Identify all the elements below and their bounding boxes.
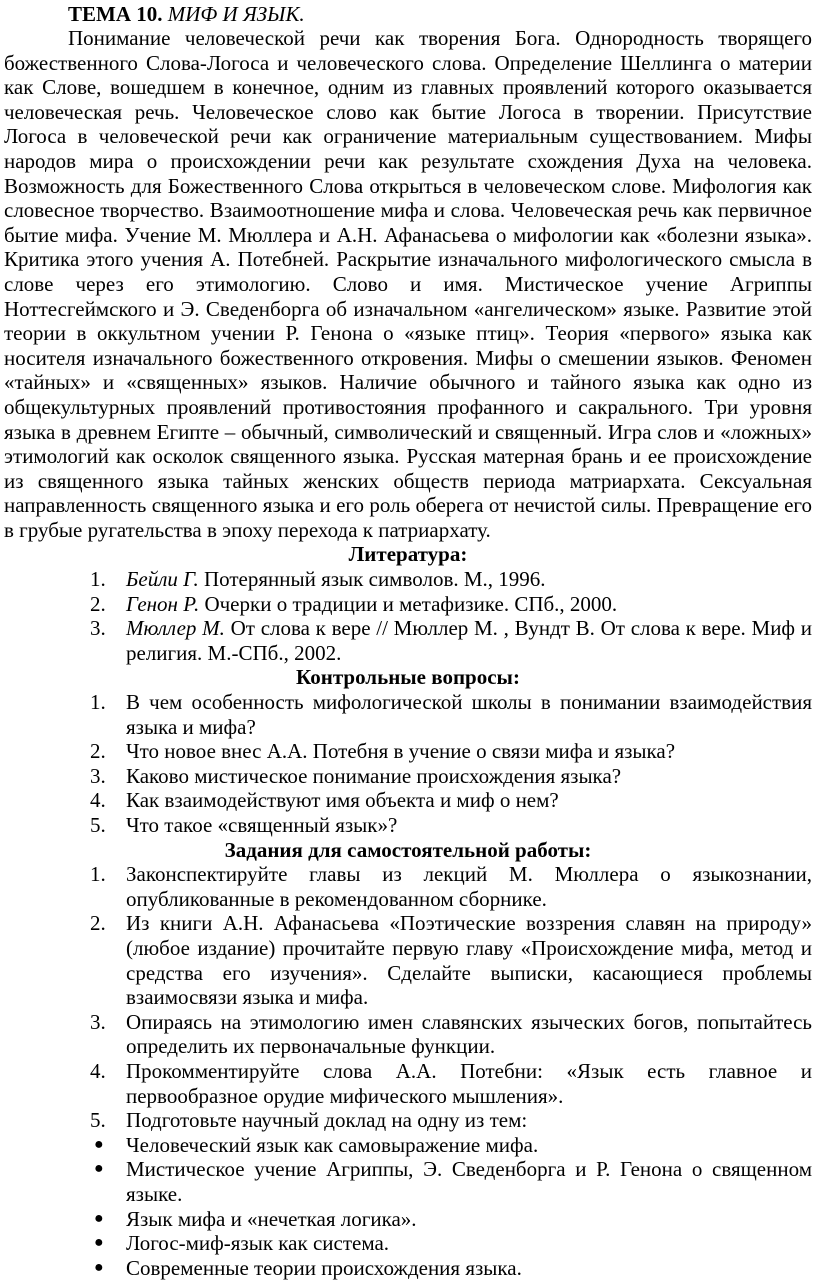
bullet-icon: ● bbox=[94, 1234, 104, 1252]
literature-text: От слова к вере // Мюллер М. , Вундт В. От слова к вере. Миф и религия. М.-СПб., 2002. bbox=[126, 616, 812, 665]
report-topic-text: Мистическое учение Агриппы, Э. Сведенборга и Р. Генона о священном языке. bbox=[126, 1157, 812, 1206]
list-number: 2. bbox=[90, 739, 106, 764]
question-item bbox=[4, 739, 812, 764]
tasks-list bbox=[4, 862, 812, 1133]
list-number: 5. bbox=[90, 813, 106, 837]
bullet-icon: ● bbox=[94, 1258, 104, 1276]
list-number: 2. bbox=[90, 591, 106, 616]
task-item bbox=[4, 1010, 812, 1059]
bullet-icon: ● bbox=[94, 1160, 104, 1178]
report-topic-text: Язык мифа и «нечеткая логика». bbox=[126, 1206, 417, 1231]
literature-heading: Литература: bbox=[348, 542, 468, 567]
report-topic-item bbox=[4, 1231, 812, 1256]
questions-heading: Контрольные вопросы: bbox=[296, 665, 520, 690]
literature-item bbox=[4, 567, 812, 592]
task-item bbox=[4, 1108, 812, 1133]
literature-author: Бейли Г. bbox=[126, 567, 199, 592]
bullet-icon: ● bbox=[94, 1209, 104, 1227]
question-text: Каково мистическое понимание происхождения языка? bbox=[126, 763, 622, 788]
list-number: 5. bbox=[90, 1108, 106, 1133]
literature-item bbox=[4, 616, 812, 665]
report-topic-item bbox=[4, 1133, 812, 1158]
intro-paragraph: Понимание человеческой речи как творения Бога. Однородность творящего божественного Слова-Логоса и человеческого слова. Определение Шеллинга о материи как Слове, вошедшем в конечное, одним из главных проявлений которого оказывается человеческая речь. Человеческое слово как бытие Логоса в творении. Присутствие Логоса в человеческой речи как ограничение материальным существованием. Мифы народов мира о происхождении речи как результате схождения Духа на человека. Возможность для Божественного Слова открыться в человеческом слове. Мифология как словесное творчество. Взаимоотношение мифа и слова. Человеческая речь как первичное бытие мифа. Учение М. Мюллера и А.Н. Афанасьева о мифологии как «болезни языка». Критика этого учения А. Потебней. Раскрытие изначального мифологического смысла в слове через его этимологию. Слово и имя. Мистическое учение Агриппы Ноттесгеймского и Э. Сведенборга об изначальном «ангелическом» языке. Развитие этой теории в оккультном учении Р. Генона о «языке птиц». Теория «первого» языка как носителя изначального божественного откровения. Мифы о смешении языков. Феномен «тайных» и «священных» языков. Наличие обычного и тайного языка как одно из общекультурных проявлений противостояния профанного и сакрального. Три уровня языка в древнем Египте – обычный, символический и священный. Игра слов и «ложных» этимологий как осколок священного языка. Русская матерная брань и ее происхождение из священного языка тайных женских обществ периода матриархата. Сексуальная направленность священного языка и его роль оберега от нечистой силы. Превращение его в грубые ругательства в эпоху перехода к патриархату. bbox=[4, 26, 812, 542]
question-item bbox=[4, 813, 812, 838]
literature-author: Мюллер М. bbox=[126, 616, 225, 641]
question-text: Что новое внес А.А. Потебня в учение о связи мифа и языка? bbox=[126, 739, 676, 764]
list-number: 1. bbox=[90, 690, 106, 715]
topic-label: ТЕМА 10. bbox=[68, 2, 163, 26]
report-topic-item bbox=[4, 1207, 812, 1232]
question-text: Что такое «священный язык»? bbox=[126, 813, 398, 837]
question-item bbox=[4, 764, 812, 789]
task-item bbox=[4, 862, 812, 911]
question-item bbox=[4, 690, 812, 739]
list-number: 4. bbox=[90, 788, 106, 813]
list-number: 3. bbox=[90, 1009, 106, 1034]
report-topic-item bbox=[4, 1157, 812, 1206]
task-text: Законспектируйте главы из лекций М. Мюллера о языкознании, опубликованные в рекомендованном сборнике. bbox=[126, 862, 812, 911]
literature-text: Потерянный язык символов. М., 1996. bbox=[198, 567, 546, 592]
list-number: 1. bbox=[90, 862, 106, 887]
question-text: В чем особенность мифологической школы в понимании взаимодействия языка и мифа? bbox=[126, 690, 812, 739]
list-number: 1. bbox=[90, 567, 106, 592]
report-topic-text: Современные теории происхождения языка. bbox=[126, 1255, 522, 1280]
task-text: Из книги А.Н. Афанасьева «Поэтические воззрения славян на природу» (любое издание) прочитайте первую главу «Происхождение мифа, метод и средства его изучения». Сделайте выписки, касающиеся проблемы взаимосвязи языка и мифа. bbox=[126, 911, 812, 1010]
report-topic-item bbox=[4, 1256, 812, 1280]
list-number: 3. bbox=[90, 616, 106, 641]
literature-list bbox=[4, 567, 812, 665]
questions-list bbox=[4, 690, 812, 838]
topic-name: МИФ И ЯЗЫК. bbox=[167, 2, 305, 26]
list-number: 4. bbox=[90, 1058, 106, 1083]
report-topic-text: Человеческий язык как самовыражение мифа. bbox=[126, 1132, 539, 1157]
document-page bbox=[0, 2, 816, 1280]
list-number: 3. bbox=[90, 763, 106, 788]
tasks-heading: Задания для самостоятельной работы: bbox=[224, 837, 592, 862]
task-item bbox=[4, 1059, 812, 1108]
question-text: Как взаимодействуют имя объекта и миф о нем? bbox=[126, 788, 559, 813]
literature-text: Очерки о традиции и метафизике. СПб., 2000. bbox=[199, 591, 618, 616]
task-text: Опираясь на этимологию имен славянских языческих богов, попытайтесь определить их первоначальные функции. bbox=[126, 1009, 812, 1059]
question-item bbox=[4, 788, 812, 813]
topic-title bbox=[4, 2, 812, 26]
literature-item bbox=[4, 592, 812, 617]
list-number: 2. bbox=[90, 911, 106, 936]
report-topics-list bbox=[4, 1133, 812, 1280]
bullet-icon: ● bbox=[94, 1135, 104, 1153]
task-item bbox=[4, 911, 812, 1009]
task-text: Подготовьте научный доклад на одну из тем: bbox=[126, 1108, 528, 1133]
report-topic-text: Логос-миф-язык как система. bbox=[126, 1231, 390, 1256]
literature-author: Генон Р. bbox=[126, 591, 200, 616]
task-text: Прокомментируйте слова А.А. Потебни: «Язык есть главное и первообразное орудие мифического мышления». bbox=[126, 1058, 812, 1108]
